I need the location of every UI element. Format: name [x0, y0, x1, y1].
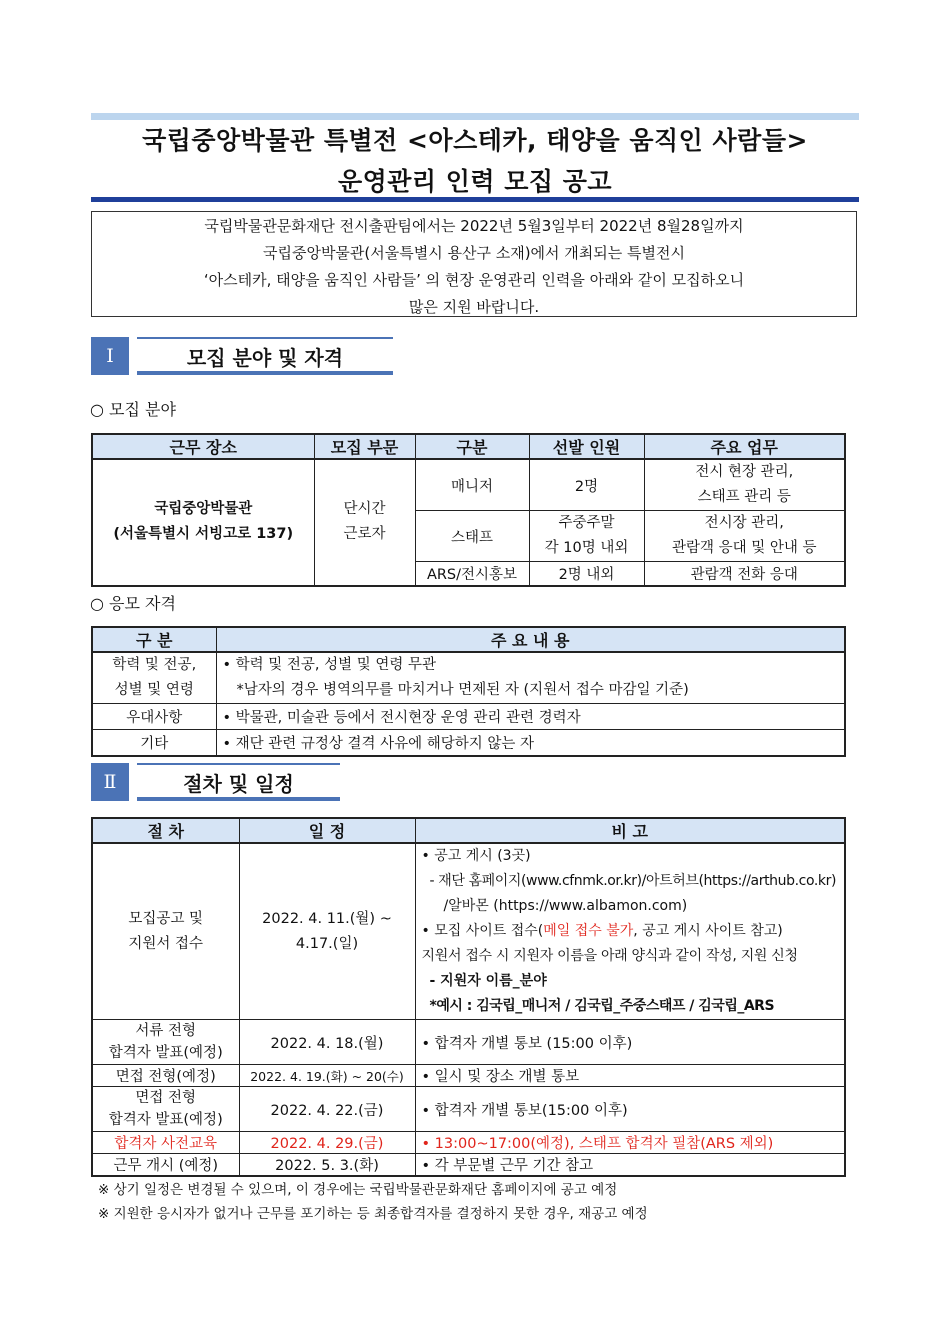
title-top-bar	[91, 113, 859, 120]
note-line6: - 지원자 이름_분야	[429, 973, 547, 989]
place-line2: (서울특별시 서빙고로 137)	[113, 526, 294, 543]
note-line7: *예시 : 김국립_매니저 / 김국립_주중스태프 / 김국립_ARS	[429, 998, 775, 1014]
type-cell: 스태프	[415, 511, 529, 562]
col-duty: 주요 업무	[644, 434, 845, 459]
col-date: 일 정	[239, 818, 415, 843]
date-line1: 2022. 4. 11.(월) ~	[262, 910, 392, 927]
count-line1: 주중주말	[558, 515, 615, 531]
qualify-text-line2: *남자의 경우 병역의무를 마치거나 면제된 자 (지원서 접수 마감일 기준)	[236, 682, 689, 698]
count-cell	[529, 511, 644, 562]
duty-cell	[644, 459, 845, 511]
step-line1: 서류 전형	[135, 1023, 197, 1039]
count-cell: 2명	[529, 459, 644, 511]
step-line2: 합격자 발표(예정)	[108, 1045, 223, 1061]
table-row	[92, 730, 845, 756]
type-cell: ARS/전시홍보	[415, 562, 529, 586]
note-cell: • 합격자 개별 통보 (15:00 이후)	[415, 1020, 845, 1065]
col-type: 구분	[415, 434, 529, 459]
intro-line4: 많은 지원 바랍니다.	[408, 298, 540, 316]
page-title-line2: 운영관리 인력 모집 공고	[337, 167, 613, 196]
note-line4	[422, 919, 839, 944]
table-row	[92, 459, 845, 511]
place-cell	[92, 459, 314, 586]
table-row	[92, 843, 845, 1020]
col-place: 근무 장소	[92, 434, 314, 459]
step-line2: 합격자 발표(예정)	[108, 1112, 223, 1128]
duty-line2: 스태프 관리 등	[697, 489, 791, 505]
dept-cell	[314, 459, 415, 586]
section1-title: 모집 분야 및 자격	[186, 346, 344, 370]
note-line4-red: 메일 접수 불가	[543, 923, 634, 939]
note-cell	[415, 843, 845, 1020]
recruit-header-row	[92, 434, 845, 459]
date-line2: 4.17.(일)	[295, 935, 359, 952]
step-cell: 합격자 사전교육	[92, 1132, 239, 1154]
col-category: 구 분	[92, 627, 216, 652]
duty-cell: 관람객 전화 응대	[644, 562, 845, 586]
step-line1: 모집공고 및	[128, 910, 204, 927]
table-row	[92, 1087, 845, 1132]
duty-line1: 전시장 관리,	[704, 515, 784, 531]
note-cell: • 일시 및 장소 개별 통보	[415, 1065, 845, 1087]
table-row	[92, 652, 845, 704]
footnote-1: ※ 상기 일정은 변경될 수 있으며, 이 경우에는 국립박물관문화재단 홈페이지에 공고 예정	[98, 1182, 618, 1198]
intro-line3: ‘아스테카, 태양을 움직인 사람들’ 의 현장 운영관리 인력을 아래와 같이 모집하오니	[203, 271, 745, 289]
table-row	[92, 1065, 845, 1087]
date-cell: 2022. 5. 3.(화)	[239, 1154, 415, 1177]
qualify-content-cell	[216, 652, 845, 704]
recruit-table	[91, 433, 846, 587]
note-cell: • 합격자 개별 통보(15:00 이후)	[415, 1087, 845, 1132]
note-line2: - 재단 홈페이지(www.cfnmk.or.kr)/아트허브(https://arthub.co.kr)	[429, 873, 837, 889]
place-line1: 국립중앙박물관	[154, 501, 253, 518]
dept-line1: 단시간	[343, 501, 386, 518]
footnote-2: ※ 지원한 응시자가 없거나 근무를 포기하는 등 최종합격자를 결정하지 못한 경우, 재공고 예정	[98, 1206, 648, 1222]
schedule-header-row	[92, 818, 845, 843]
step-cell: 면접 전형(예정)	[92, 1065, 239, 1087]
col-step: 절 차	[92, 818, 239, 843]
qualify-label-line2: 성별 및 연령	[114, 682, 194, 698]
section2-title: 절차 및 일정	[183, 772, 294, 796]
table-row	[92, 1132, 845, 1154]
count-cell: 2명 내외	[529, 562, 644, 586]
duty-line1: 전시 현장 관리,	[695, 464, 794, 480]
date-cell: 2022. 4. 29.(금)	[239, 1132, 415, 1154]
section1-header	[137, 337, 393, 375]
qualify-label-cell	[92, 652, 216, 704]
type-cell: 매니저	[415, 459, 529, 511]
table-row	[92, 1020, 845, 1065]
intro-line1: 국립박물관문화재단 전시출판팀에서는 2022년 5월3일부터 2022년 8월28일까지	[204, 217, 744, 235]
table-row	[92, 704, 845, 730]
intro-box	[91, 211, 857, 317]
duty-line2: 관람객 응대 및 안내 등	[672, 540, 817, 556]
note-line1: • 공고 게시 (3곳)	[421, 848, 531, 864]
step-line2: 지원서 접수	[128, 935, 204, 952]
section1-topline	[137, 337, 393, 339]
step-cell	[92, 843, 239, 1020]
note-cell: • 13:00~17:00(예정), 스태프 합격자 필참(ARS 제외)	[415, 1132, 845, 1154]
qualify-table	[91, 626, 846, 757]
title-bottom-bar	[91, 197, 859, 202]
qualify-text-line1: • 학력 및 전공, 성별 및 연령 무관	[222, 657, 437, 673]
qualify-header-row	[92, 627, 845, 652]
step-cell	[92, 1087, 239, 1132]
col-dept: 모집 부문	[314, 434, 415, 459]
qualify-label-cell: 기타	[92, 730, 216, 756]
date-cell	[239, 843, 415, 1020]
count-line2: 각 10명 내외	[544, 540, 629, 556]
col-content: 주 요 내 용	[216, 627, 845, 652]
recruit-heading: ○ 모집 분야	[90, 400, 176, 419]
section1-number: Ⅰ	[91, 337, 129, 375]
intro-line2: 국립중앙박물관(서울특별시 용산구 소재)에서 개최되는 특별전시	[262, 244, 685, 262]
note-line4-a: • 모집 사이트 접수(	[421, 923, 544, 939]
qualify-heading: ○ 응모 자격	[90, 594, 176, 613]
section2-topline	[137, 763, 340, 765]
page-title-line1: 국립중앙박물관 특별전 <아스테카, 태양을 움직인 사람들>	[142, 126, 808, 155]
table-row	[92, 1154, 845, 1177]
date-cell: 2022. 4. 22.(금)	[239, 1087, 415, 1132]
step-line1: 면접 전형	[135, 1090, 197, 1106]
section2-header	[137, 763, 340, 801]
section1-botline	[137, 371, 393, 375]
note-cell: • 각 부문별 근무 기간 참고	[415, 1154, 845, 1177]
col-count: 선발 인원	[529, 434, 644, 459]
schedule-table	[91, 817, 846, 1177]
col-note: 비 고	[415, 818, 845, 843]
date-cell: 2022. 4. 18.(월)	[239, 1020, 415, 1065]
qualify-label-cell: 우대사항	[92, 704, 216, 730]
qualify-label-line1: 학력 및 전공,	[112, 657, 197, 673]
note-line5: 지원서 접수 시 지원자 이름을 아래 양식과 같이 작성, 지원 신청	[421, 948, 798, 964]
qualify-content-cell: • 재단 관련 규정상 결격 사유에 해당하지 않는 자	[216, 730, 845, 756]
note-line4-c: , 공고 게시 사이트 참고)	[633, 923, 783, 939]
duty-cell	[644, 511, 845, 562]
qualify-content-cell: • 박물관, 미술관 등에서 전시현장 운영 관리 관련 경력자	[216, 704, 845, 730]
section2-botline	[137, 797, 340, 801]
date-cell: 2022. 4. 19.(화) ~ 20(수)	[239, 1065, 415, 1087]
step-cell	[92, 1020, 239, 1065]
section2-number: Ⅱ	[91, 763, 129, 801]
note-line3: /알바몬 (https://www.albamon.com)	[443, 898, 688, 914]
dept-line2: 근로자	[343, 526, 386, 543]
step-cell: 근무 개시 (예정)	[92, 1154, 239, 1177]
